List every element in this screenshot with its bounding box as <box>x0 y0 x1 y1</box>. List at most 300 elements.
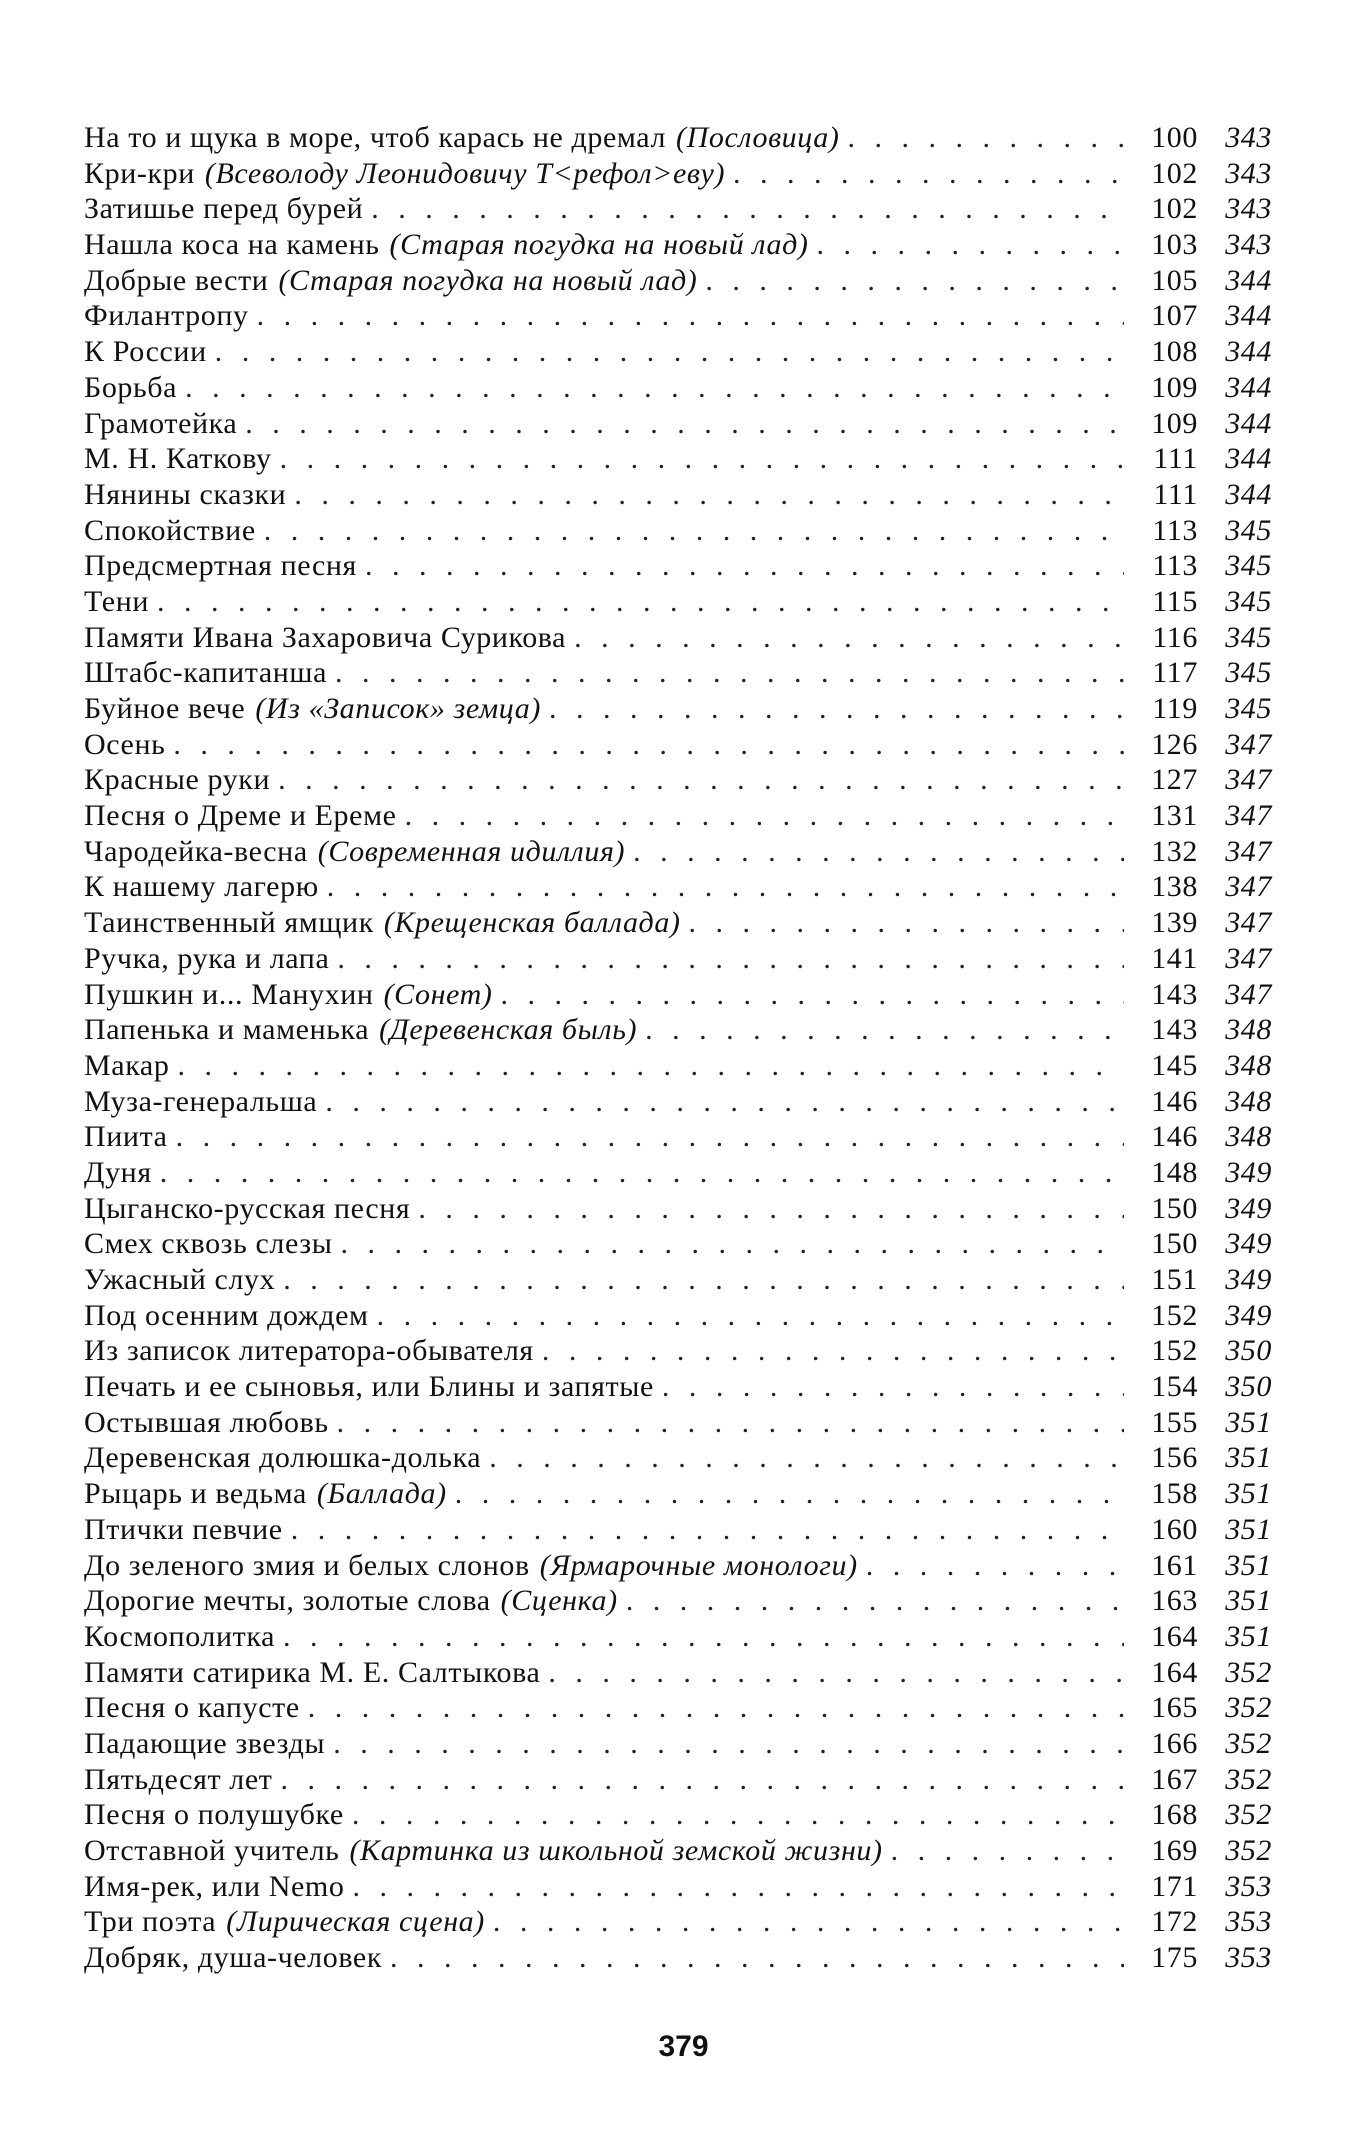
toc-entry-title-group <box>84 513 1130 549</box>
dot-leader <box>371 191 1124 227</box>
toc-entry <box>84 1226 1274 1262</box>
toc-entry <box>84 370 1274 406</box>
dot-leader <box>160 1155 1124 1191</box>
toc-entry <box>84 798 1274 834</box>
toc-entry-note-page: 345 <box>1225 549 1272 583</box>
toc-entry-note-page: 349 <box>1225 1298 1272 1332</box>
toc-entry-title-group <box>84 1619 1130 1655</box>
toc-entry-title: Под осенним дождем <box>84 1298 369 1332</box>
toc-entry-note-page: 347 <box>1225 727 1272 761</box>
dot-leader <box>549 691 1124 727</box>
toc-entry-page: 105 <box>1151 263 1198 297</box>
toc-entry <box>84 1548 1274 1584</box>
toc-entry-note-page: 343 <box>1225 192 1272 226</box>
dot-leader <box>542 1333 1124 1369</box>
toc-entry-note-page: 345 <box>1225 584 1272 618</box>
toc-entry-title-group <box>84 1298 1130 1334</box>
toc-entry-note-page: 347 <box>1225 834 1272 868</box>
toc-entry-title: Нянины сказки <box>84 477 287 511</box>
toc-entry <box>84 1476 1274 1512</box>
toc-entry-page: 152 <box>1151 1298 1198 1332</box>
toc-entry-title-group <box>84 406 1130 442</box>
toc-entry-title-group <box>84 1797 1130 1833</box>
toc-entry-note-page: 344 <box>1225 442 1272 476</box>
toc-entry-page: 164 <box>1151 1619 1198 1653</box>
toc-entry-title-group <box>84 1155 1130 1191</box>
dot-leader <box>333 1726 1124 1762</box>
toc-entry-subtitle: (Сценка) <box>500 1584 618 1618</box>
toc-entry-note-page: 344 <box>1225 406 1272 440</box>
dot-leader <box>405 798 1124 834</box>
dot-leader <box>390 1940 1124 1976</box>
toc-entry <box>84 977 1274 1013</box>
dot-leader <box>500 977 1124 1013</box>
toc-entry <box>84 1797 1274 1833</box>
toc-entry-title: Отставной учитель <box>84 1834 340 1867</box>
toc-entry-title: Печать и ее сыновья, или Блины и запятые <box>84 1370 654 1404</box>
toc-entry-title: Смех сквозь слезы <box>84 1227 333 1261</box>
toc-entry <box>84 1940 1274 1976</box>
toc-entry-subtitle: (Крещенская баллада) <box>383 906 681 940</box>
toc-entry-note-page: 343 <box>1225 156 1272 190</box>
toc-entry-note-page: 351 <box>1225 1441 1272 1475</box>
toc-entry-note-page: 351 <box>1225 1477 1272 1511</box>
toc-entry <box>84 1298 1274 1334</box>
toc-entry-page: 164 <box>1151 1655 1198 1689</box>
toc-entry-page: 165 <box>1151 1691 1198 1725</box>
toc-entry-title-group <box>84 1012 1130 1048</box>
toc-entry-page: 151 <box>1151 1263 1198 1296</box>
toc-entry-page: 152 <box>1151 1334 1198 1368</box>
toc-entry-note-page: 352 <box>1225 1798 1272 1832</box>
toc-entry <box>84 691 1274 727</box>
dot-leader <box>866 1548 1124 1584</box>
toc-entry-note-page: 352 <box>1225 1726 1272 1760</box>
toc-entry-note-page: 349 <box>1225 1155 1272 1189</box>
toc-entry-title: Три поэта <box>84 1905 217 1939</box>
toc-entry <box>84 1512 1274 1548</box>
toc-entry-page: 126 <box>1151 727 1198 761</box>
dot-leader <box>281 1762 1124 1798</box>
toc-entry-title-group <box>84 1940 1130 1976</box>
toc-entry-note-page: 351 <box>1225 1405 1272 1439</box>
toc-entry-page: 115 <box>1152 584 1198 618</box>
toc-entry-page: 168 <box>1151 1798 1198 1832</box>
toc-entry-page: 163 <box>1151 1584 1198 1618</box>
dot-leader <box>377 1298 1124 1334</box>
toc-entry <box>84 1583 1274 1619</box>
toc-entry-note-page: 351 <box>1225 1548 1272 1582</box>
toc-entry <box>84 1155 1274 1191</box>
toc-entry-subtitle: (Деревенская быль) <box>379 1013 638 1047</box>
toc-entry-title-group <box>84 1904 1130 1940</box>
toc-entry-title-group <box>84 548 1130 584</box>
dot-leader <box>337 941 1124 977</box>
toc-entry-note-page: 347 <box>1225 763 1272 797</box>
toc-entry <box>84 1619 1274 1655</box>
toc-entry-title: Памяти Ивана Захаровича Сурикова <box>84 620 567 654</box>
toc-entry-title-group <box>84 227 1130 263</box>
toc-entry <box>84 191 1274 227</box>
toc-entry-title: На то и щука в море, чтоб карась не дремал <box>84 121 667 154</box>
toc-entry-note-page: 347 <box>1225 977 1272 1011</box>
toc-entry-title: Памяти сатирика М. Е. Салтыкова <box>84 1655 541 1689</box>
toc-entry-page: 154 <box>1151 1370 1198 1404</box>
toc-entry-note-page: 353 <box>1225 1905 1272 1939</box>
toc-entry-title-group <box>84 1833 1130 1869</box>
toc-entry <box>84 1690 1274 1726</box>
toc-entry <box>84 869 1274 905</box>
toc-entry-page: 102 <box>1151 192 1198 226</box>
toc-entry-note-page: 350 <box>1225 1370 1272 1404</box>
toc-entry-title: Макар <box>84 1048 170 1082</box>
toc-entry-page: 111 <box>1153 442 1198 476</box>
dot-leader <box>489 1440 1124 1476</box>
toc-entry <box>84 298 1274 334</box>
toc-entry-title-group <box>84 1476 1130 1512</box>
toc-entry-page: 111 <box>1153 477 1198 511</box>
toc-entry-page: 132 <box>1151 834 1198 868</box>
toc-entry-note-page: 352 <box>1225 1655 1272 1689</box>
toc-entry-page: 127 <box>1151 763 1198 797</box>
toc-entry-title: Цыганско-русская песня <box>84 1191 411 1225</box>
toc-entry-subtitle: (Всеволоду Леонидовичу Т<рефол>еву) <box>204 156 726 190</box>
toc-entry <box>84 727 1274 763</box>
toc-entry <box>84 1440 1274 1476</box>
toc-entry-title-group <box>84 370 1130 406</box>
toc-entry-note-page: 349 <box>1225 1191 1272 1225</box>
toc-entry-title: Песня о капусте <box>84 1691 300 1725</box>
dot-leader <box>633 834 1124 870</box>
toc-entry-title-group <box>84 869 1130 905</box>
dot-leader <box>308 1690 1124 1726</box>
toc-entry-title: Песня о Дреме и Ереме <box>84 799 397 833</box>
toc-entry-note-page: 351 <box>1225 1619 1272 1653</box>
toc-entry-title-group <box>84 727 1130 763</box>
toc-entry-title: Птички певчие <box>84 1512 283 1546</box>
toc-entry-title-group <box>84 156 1130 192</box>
toc-entry-title: Добряк, душа-человек <box>84 1941 383 1975</box>
toc-entry-note-page: 348 <box>1225 1084 1272 1118</box>
toc-entry-note-page: 344 <box>1225 263 1272 297</box>
toc-entry-title: Пиита <box>84 1120 168 1154</box>
toc-entry-title: Кри-кри <box>84 156 195 190</box>
toc-entry-title: Пушкин и... Манухин <box>84 977 374 1011</box>
table-of-contents <box>84 120 1274 1976</box>
toc-entry-note-page: 349 <box>1225 1227 1272 1261</box>
dot-leader <box>291 1512 1124 1548</box>
toc-entry-note-page: 344 <box>1225 299 1272 333</box>
dot-leader <box>645 1012 1124 1048</box>
toc-entry-title: Спокойствие <box>84 513 256 547</box>
toc-entry-title-group <box>84 298 1130 334</box>
toc-entry <box>84 513 1274 549</box>
toc-entry <box>84 548 1274 584</box>
toc-entry-page: 150 <box>1151 1191 1198 1225</box>
toc-entry-page: 169 <box>1151 1834 1198 1867</box>
toc-entry-title: Ужасный слух <box>84 1263 276 1296</box>
toc-entry-note-page: 352 <box>1225 1691 1272 1725</box>
toc-entry-title: Борьба <box>84 370 178 404</box>
toc-entry-title: Предсмертная песня <box>84 549 357 583</box>
dot-leader <box>705 263 1124 299</box>
toc-entry <box>84 120 1274 156</box>
toc-entry-subtitle: (Пословица) <box>676 121 840 154</box>
dot-leader <box>173 727 1124 763</box>
toc-entry-title-group <box>84 441 1130 477</box>
toc-entry-page: 146 <box>1151 1084 1198 1118</box>
toc-entry-title-group <box>84 1726 1130 1762</box>
toc-entry-note-page: 352 <box>1225 1762 1272 1796</box>
toc-entry-page: 167 <box>1151 1762 1198 1796</box>
toc-entry-title: Красные руки <box>84 763 271 797</box>
toc-entry <box>84 1762 1274 1798</box>
toc-entry <box>84 1904 1274 1940</box>
toc-entry-note-page: 350 <box>1225 1334 1272 1368</box>
toc-entry <box>84 834 1274 870</box>
toc-entry-subtitle: (Из «Записок» земца) <box>255 692 541 725</box>
dot-leader <box>176 1119 1124 1155</box>
toc-entry-page: 166 <box>1151 1726 1198 1760</box>
toc-entry-note-page: 344 <box>1225 370 1272 404</box>
toc-entry-page: 116 <box>1152 620 1198 654</box>
dot-leader <box>626 1583 1124 1619</box>
toc-entry-title: Добрые вести <box>84 263 269 297</box>
dot-leader <box>548 1655 1124 1691</box>
toc-entry <box>84 905 1274 941</box>
dot-leader <box>283 1619 1124 1655</box>
toc-entry-title: Имя-рек, или Nemo <box>84 1869 345 1903</box>
dot-leader <box>245 406 1124 442</box>
dot-leader <box>662 1369 1124 1405</box>
toc-entry-page: 160 <box>1151 1512 1198 1546</box>
toc-entry-note-page: 347 <box>1225 799 1272 833</box>
toc-entry-title-group <box>84 1690 1130 1726</box>
toc-entry-note-page: 348 <box>1225 1048 1272 1082</box>
toc-entry <box>84 1048 1274 1084</box>
toc-entry <box>84 1333 1274 1369</box>
toc-entry-note-page: 348 <box>1225 1120 1272 1154</box>
dot-leader <box>325 1084 1124 1120</box>
toc-entry-page: 100 <box>1151 121 1198 154</box>
toc-entry-page: 146 <box>1151 1120 1198 1154</box>
toc-entry-note-page: 351 <box>1225 1512 1272 1546</box>
toc-entry-title-group <box>84 1119 1130 1155</box>
toc-entry-subtitle: (Современная идиллия) <box>317 834 626 868</box>
toc-entry-title: Чародейка-весна <box>84 834 308 868</box>
dot-leader <box>340 1226 1124 1262</box>
toc-entry-subtitle: (Старая погудка на новый лад) <box>389 228 809 262</box>
toc-entry-title-group <box>84 620 1130 656</box>
toc-entry <box>84 156 1274 192</box>
toc-entry-page: 143 <box>1151 977 1198 1011</box>
toc-entry <box>84 655 1274 691</box>
toc-entry-page: 156 <box>1151 1441 1198 1475</box>
dot-leader <box>157 584 1124 620</box>
toc-entry-note-page: 349 <box>1225 1263 1272 1296</box>
toc-entry <box>84 263 1274 299</box>
toc-entry-page: 117 <box>1152 656 1198 690</box>
toc-entry-title-group <box>84 263 1130 299</box>
toc-entry-title-group <box>84 1369 1130 1405</box>
dot-leader <box>177 1048 1124 1084</box>
toc-entry-title-group <box>84 691 1130 727</box>
toc-entry-page: 143 <box>1151 1013 1198 1047</box>
dot-leader <box>847 120 1124 156</box>
toc-entry <box>84 477 1274 513</box>
toc-entry-page: 102 <box>1151 156 1198 190</box>
toc-entry <box>84 1084 1274 1120</box>
toc-entry-title-group <box>84 1512 1130 1548</box>
toc-entry-subtitle: (Картинка из школьной земской жизни) <box>349 1834 883 1867</box>
toc-entry-page: 138 <box>1151 870 1198 904</box>
toc-entry-subtitle: (Баллада) <box>316 1477 447 1511</box>
toc-entry-page: 131 <box>1151 799 1198 833</box>
toc-entry-note-page: 347 <box>1225 870 1272 904</box>
toc-entry-title: Филантропу <box>84 299 249 333</box>
toc-entry-title-group <box>84 1226 1130 1262</box>
toc-entry-subtitle: (Сонет) <box>383 977 493 1011</box>
toc-entry-page: 108 <box>1151 335 1198 369</box>
toc-entry <box>84 1262 1274 1298</box>
toc-entry-page: 109 <box>1151 370 1198 404</box>
toc-entry-title: Грамотейка <box>84 406 238 440</box>
toc-entry-title: Дуня <box>84 1155 152 1189</box>
dot-leader <box>278 762 1124 798</box>
toc-entry-title-group <box>84 1333 1130 1369</box>
toc-entry-title-group <box>84 191 1130 227</box>
toc-entry-title-group <box>84 941 1130 977</box>
toc-entry-title: Муза-генеральша <box>84 1084 318 1118</box>
dot-leader <box>280 441 1124 477</box>
toc-entry-title: Остывшая любовь <box>84 1405 329 1439</box>
toc-entry-title: Штабс-капитанша <box>84 656 328 690</box>
toc-entry <box>84 227 1274 263</box>
dot-leader <box>733 156 1124 192</box>
toc-entry-title-group <box>84 905 1130 941</box>
toc-entry-note-page: 347 <box>1225 941 1272 975</box>
dot-leader <box>335 655 1124 691</box>
toc-entry-title: Таинственный ямщик <box>84 906 374 940</box>
toc-entry-title: Ручка, рука и лапа <box>84 941 330 975</box>
toc-entry-title: Нашла коса на камень <box>84 228 380 262</box>
toc-entry-page: 155 <box>1151 1405 1198 1439</box>
toc-entry-note-page: 345 <box>1225 656 1272 690</box>
toc-entry-note-page: 343 <box>1225 228 1272 262</box>
toc-entry <box>84 1833 1274 1869</box>
toc-entry-subtitle: (Ярмарочные монологи) <box>539 1548 858 1582</box>
dot-leader <box>418 1191 1124 1227</box>
toc-entry-title-group <box>84 1869 1130 1905</box>
toc-entry-title-group <box>84 798 1130 834</box>
dot-leader <box>352 1797 1124 1833</box>
toc-entry-note-page: 344 <box>1225 477 1272 511</box>
toc-entry-title: Тени <box>84 584 150 618</box>
toc-entry <box>84 1869 1274 1905</box>
toc-entry-title: К нашему лагерю <box>84 870 319 904</box>
toc-entry <box>84 1405 1274 1441</box>
dot-leader <box>689 905 1124 941</box>
toc-entry <box>84 1369 1274 1405</box>
dot-leader <box>185 370 1124 406</box>
toc-entry-subtitle: (Лирическая сцена) <box>226 1905 485 1939</box>
toc-entry-note-page: 343 <box>1225 121 1272 154</box>
toc-entry-title-group <box>84 1440 1130 1476</box>
toc-entry-note-page: 344 <box>1225 335 1272 369</box>
toc-entry-note-page: 345 <box>1225 692 1272 725</box>
dot-leader <box>327 869 1124 905</box>
toc-entry-page: 161 <box>1151 1548 1198 1582</box>
dot-leader <box>257 298 1124 334</box>
toc-entry-note-page: 348 <box>1225 1013 1272 1047</box>
toc-entry-page: 139 <box>1151 906 1198 940</box>
toc-entry <box>84 1726 1274 1762</box>
toc-entry <box>84 1655 1274 1691</box>
toc-entry-subtitle: (Старая погудка на новый лад) <box>278 263 698 297</box>
toc-entry <box>84 1191 1274 1227</box>
toc-entry-title-group <box>84 584 1130 620</box>
dot-leader <box>352 1869 1124 1905</box>
toc-entry-title: Космополитка <box>84 1619 275 1653</box>
toc-entry-title: Деревенская долюшка-долька <box>84 1441 482 1475</box>
toc-entry-title-group <box>84 1655 1130 1691</box>
toc-entry-title-group <box>84 1084 1130 1120</box>
dot-leader <box>283 1262 1124 1298</box>
toc-entry-title-group <box>84 477 1130 513</box>
toc-entry <box>84 441 1274 477</box>
toc-entry-title-group <box>84 977 1130 1013</box>
toc-entry <box>84 406 1274 442</box>
toc-entry-page: 141 <box>1151 941 1198 975</box>
toc-entry-title: Песня о полушубке <box>84 1798 344 1832</box>
toc-entry-title-group <box>84 1583 1130 1619</box>
toc-entry-page: 171 <box>1151 1869 1198 1903</box>
toc-entry <box>84 762 1274 798</box>
toc-entry-page: 119 <box>1152 692 1198 725</box>
toc-entry-title: Затишье перед бурей <box>84 192 364 226</box>
toc-entry-title-group <box>84 762 1130 798</box>
dot-leader <box>493 1904 1124 1940</box>
toc-entry-title-group <box>84 655 1130 691</box>
toc-entry-title-group <box>84 1548 1130 1584</box>
toc-entry-title: До зеленого змия и белых слонов <box>84 1548 530 1582</box>
toc-entry <box>84 1119 1274 1155</box>
toc-entry-title-group <box>84 1048 1130 1084</box>
dot-leader <box>337 1405 1124 1441</box>
dot-leader <box>365 548 1124 584</box>
toc-entry-page: 148 <box>1151 1155 1198 1189</box>
toc-entry-note-page: 345 <box>1225 513 1272 547</box>
toc-entry-note-page: 351 <box>1225 1584 1272 1618</box>
toc-entry-note-page: 353 <box>1225 1941 1272 1975</box>
page-number: 379 <box>658 2030 709 2063</box>
toc-entry-title-group <box>84 1762 1130 1798</box>
toc-entry-note-page: 345 <box>1225 620 1272 654</box>
toc-entry-page: 175 <box>1151 1941 1198 1975</box>
toc-entry-note-page: 347 <box>1225 906 1272 940</box>
toc-entry-page: 158 <box>1151 1477 1198 1511</box>
dot-leader <box>215 334 1124 370</box>
toc-entry <box>84 584 1274 620</box>
toc-entry <box>84 1012 1274 1048</box>
toc-entry-title: Пятьдесят лет <box>84 1762 273 1796</box>
toc-entry-page: 113 <box>1152 513 1198 547</box>
toc-entry-title: Из записок литератора-обывателя <box>84 1334 534 1368</box>
toc-entry-title: М. Н. Каткову <box>84 442 272 476</box>
toc-entry-title-group <box>84 1405 1130 1441</box>
toc-entry-title: Рыцарь и ведьма <box>84 1477 307 1511</box>
toc-entry <box>84 334 1274 370</box>
